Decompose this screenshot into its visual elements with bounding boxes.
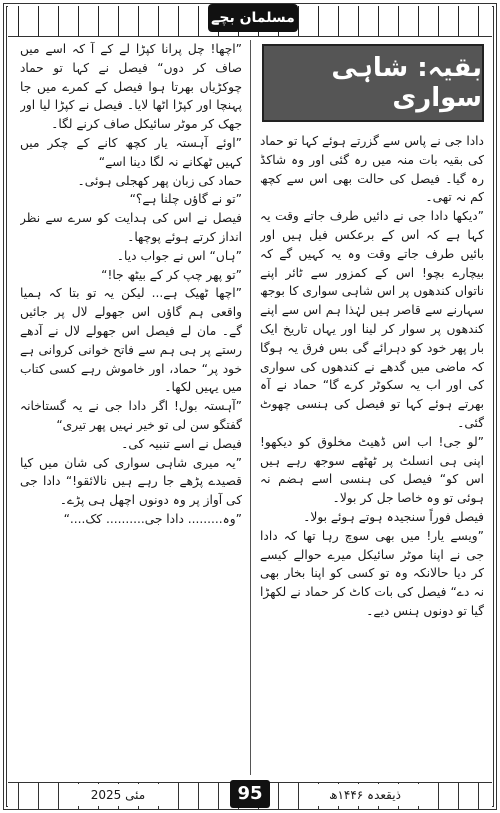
paragraph: ”دیکھا دادا جی نے دائیں طرف جاتے وقت یہ کہا ہے کہ اس کے برعکس فیل ہیں اور بائیں طرف جاتے وقت وہ یہ کہیں گے کہ بیچارے بچو! اس کے کمزور سے ٹائر اپنے ناتواں کندھوں پر اس شاہی سواری کا بوجھ سہارنے سے قاصر ہیں لہٰذا ہم اس سے اپنے کندھوں پر سوار کر لینا اور یہاں تاریخ ایک بار پھر خود کو دہرائے گی بس فرق یہ ہوگا کہ ماضی میں گدھے نے کندھوں کی سواری کی اور اب یہ سکوٹر کرے گا“ حماد نے آہ بھرتے ہوئے کہا تو فیصل کی ہنسی چھوٹ گئی۔ (260, 209, 484, 430)
paragraph: ”تو نے گاؤں چلنا ہے؟“ (129, 192, 242, 207)
paragraph: فیصل فوراً سنجیدہ ہوتے ہوئے بولا۔ (303, 509, 484, 524)
paragraph: ”یہ میری شاہی سواری کی شان میں کیا قصیدے پڑھے جا رہے ہیں نالائقو!“ دادا جی کی آواز پر وہ دونوں اچھل ہی پڑے۔ (20, 455, 242, 508)
paragraph: ”اچھا ٹھیک ہے... لیکن یہ تو بتا کہ ہمیا واقعی ہم گاؤں اس جھولے لال پر جائیں گے۔ مان لے فیصل اس جھولے لال نے آدھے رستے پر ہی ہم سے فاتح خوانی کروانی ہے خود پر“ حماد، اور خاموش رہے کسی کتاب میں یہیں لکھا۔ (20, 286, 242, 395)
paragraph: ”اچھا! چل پرانا کپڑا لے کے آ کہ اسے میں صاف کر دوں“ فیصل نے کہا تو حماد چوکڑیاں بھرتا ہوا فیصل کے کمرے میں جا پہنچا اور کپڑا اٹھا لایا۔ فیصل نے کپڑا لیا اور جھک کر موٹر سائیکل صاف کرنے لگا۔ (20, 42, 242, 132)
paragraph: ”لو جی! اب اس ڈھیٹ مخلوق کو دیکھو! اپنی ہی انسلٹ پر ٹھٹھے سوجھ رہے ہیں اس کو“ فیصل کی ہنسی اسے ہضم نہ ہوئی تو وہ خاصا جل کر بولا۔ (260, 434, 484, 506)
issue-date: مئی 2025 (68, 784, 168, 806)
right-column (260, 132, 484, 775)
left-column (20, 40, 242, 775)
paragraph: ”تو پھر چپ کر کے بیٹھ جا!“ (101, 267, 242, 282)
column-divider (250, 40, 251, 775)
magazine-name: مسلمان بچے (208, 4, 298, 32)
page-number: 95 (230, 780, 270, 808)
article-title: بقیہ: شاہی سواری (331, 53, 482, 113)
article-title-box (262, 44, 484, 122)
paragraph: دادا جی نے پاس سے گزرتے ہوئے کہا تو حماد کی بقیہ بات منہ میں رہ گئی اور وہ شاکڈ رہ گیا۔ فیصل کی حالت بھی اس سے کچھ کم نہ تھی۔ (260, 134, 484, 205)
paragraph: فیصل نے اسے تنبیہ کی۔ (121, 436, 242, 451)
paragraph: حماد کی زبان پھر کھجلی ہوئی۔ (77, 173, 242, 188)
paragraph: ”آہستہ بول! اگر دادا جی نے یہ گستاخانہ گفتگو سن لی تو خیر نہیں پھر تیری“ (20, 399, 242, 432)
paragraph: فیصل نے اس کی ہدایت کو سرے سے نظر انداز کرتے ہوئے پوچھا۔ (20, 211, 242, 244)
paragraph: ”اوئے آہستہ یار کچھ کانے کے چکر میں کہیں ٹھکانے نہ لگا دینا اسے“ (20, 135, 242, 169)
paragraph: ”ہاں“ اس نے جواب دیا۔ (116, 248, 242, 263)
hijri-date: ذیقعدہ ۱۴۴۶ھ (300, 784, 430, 806)
paragraph: ”ویسے یار! میں بھی سوچ رہا تھا کہ دادا جی نے اپنا موٹر سائیکل میرے حوالے کیسے کر دیا حالانکہ وہ تو کسی کو اپنا بخار بھی نہ دے“ فیصل کی بات کاٹ کر حماد نے لکھڑا گیا تو دونوں ہنس دیے۔ (260, 528, 484, 618)
paragraph: ”وہ......... دادا جی.......... کک....“ (63, 511, 242, 526)
